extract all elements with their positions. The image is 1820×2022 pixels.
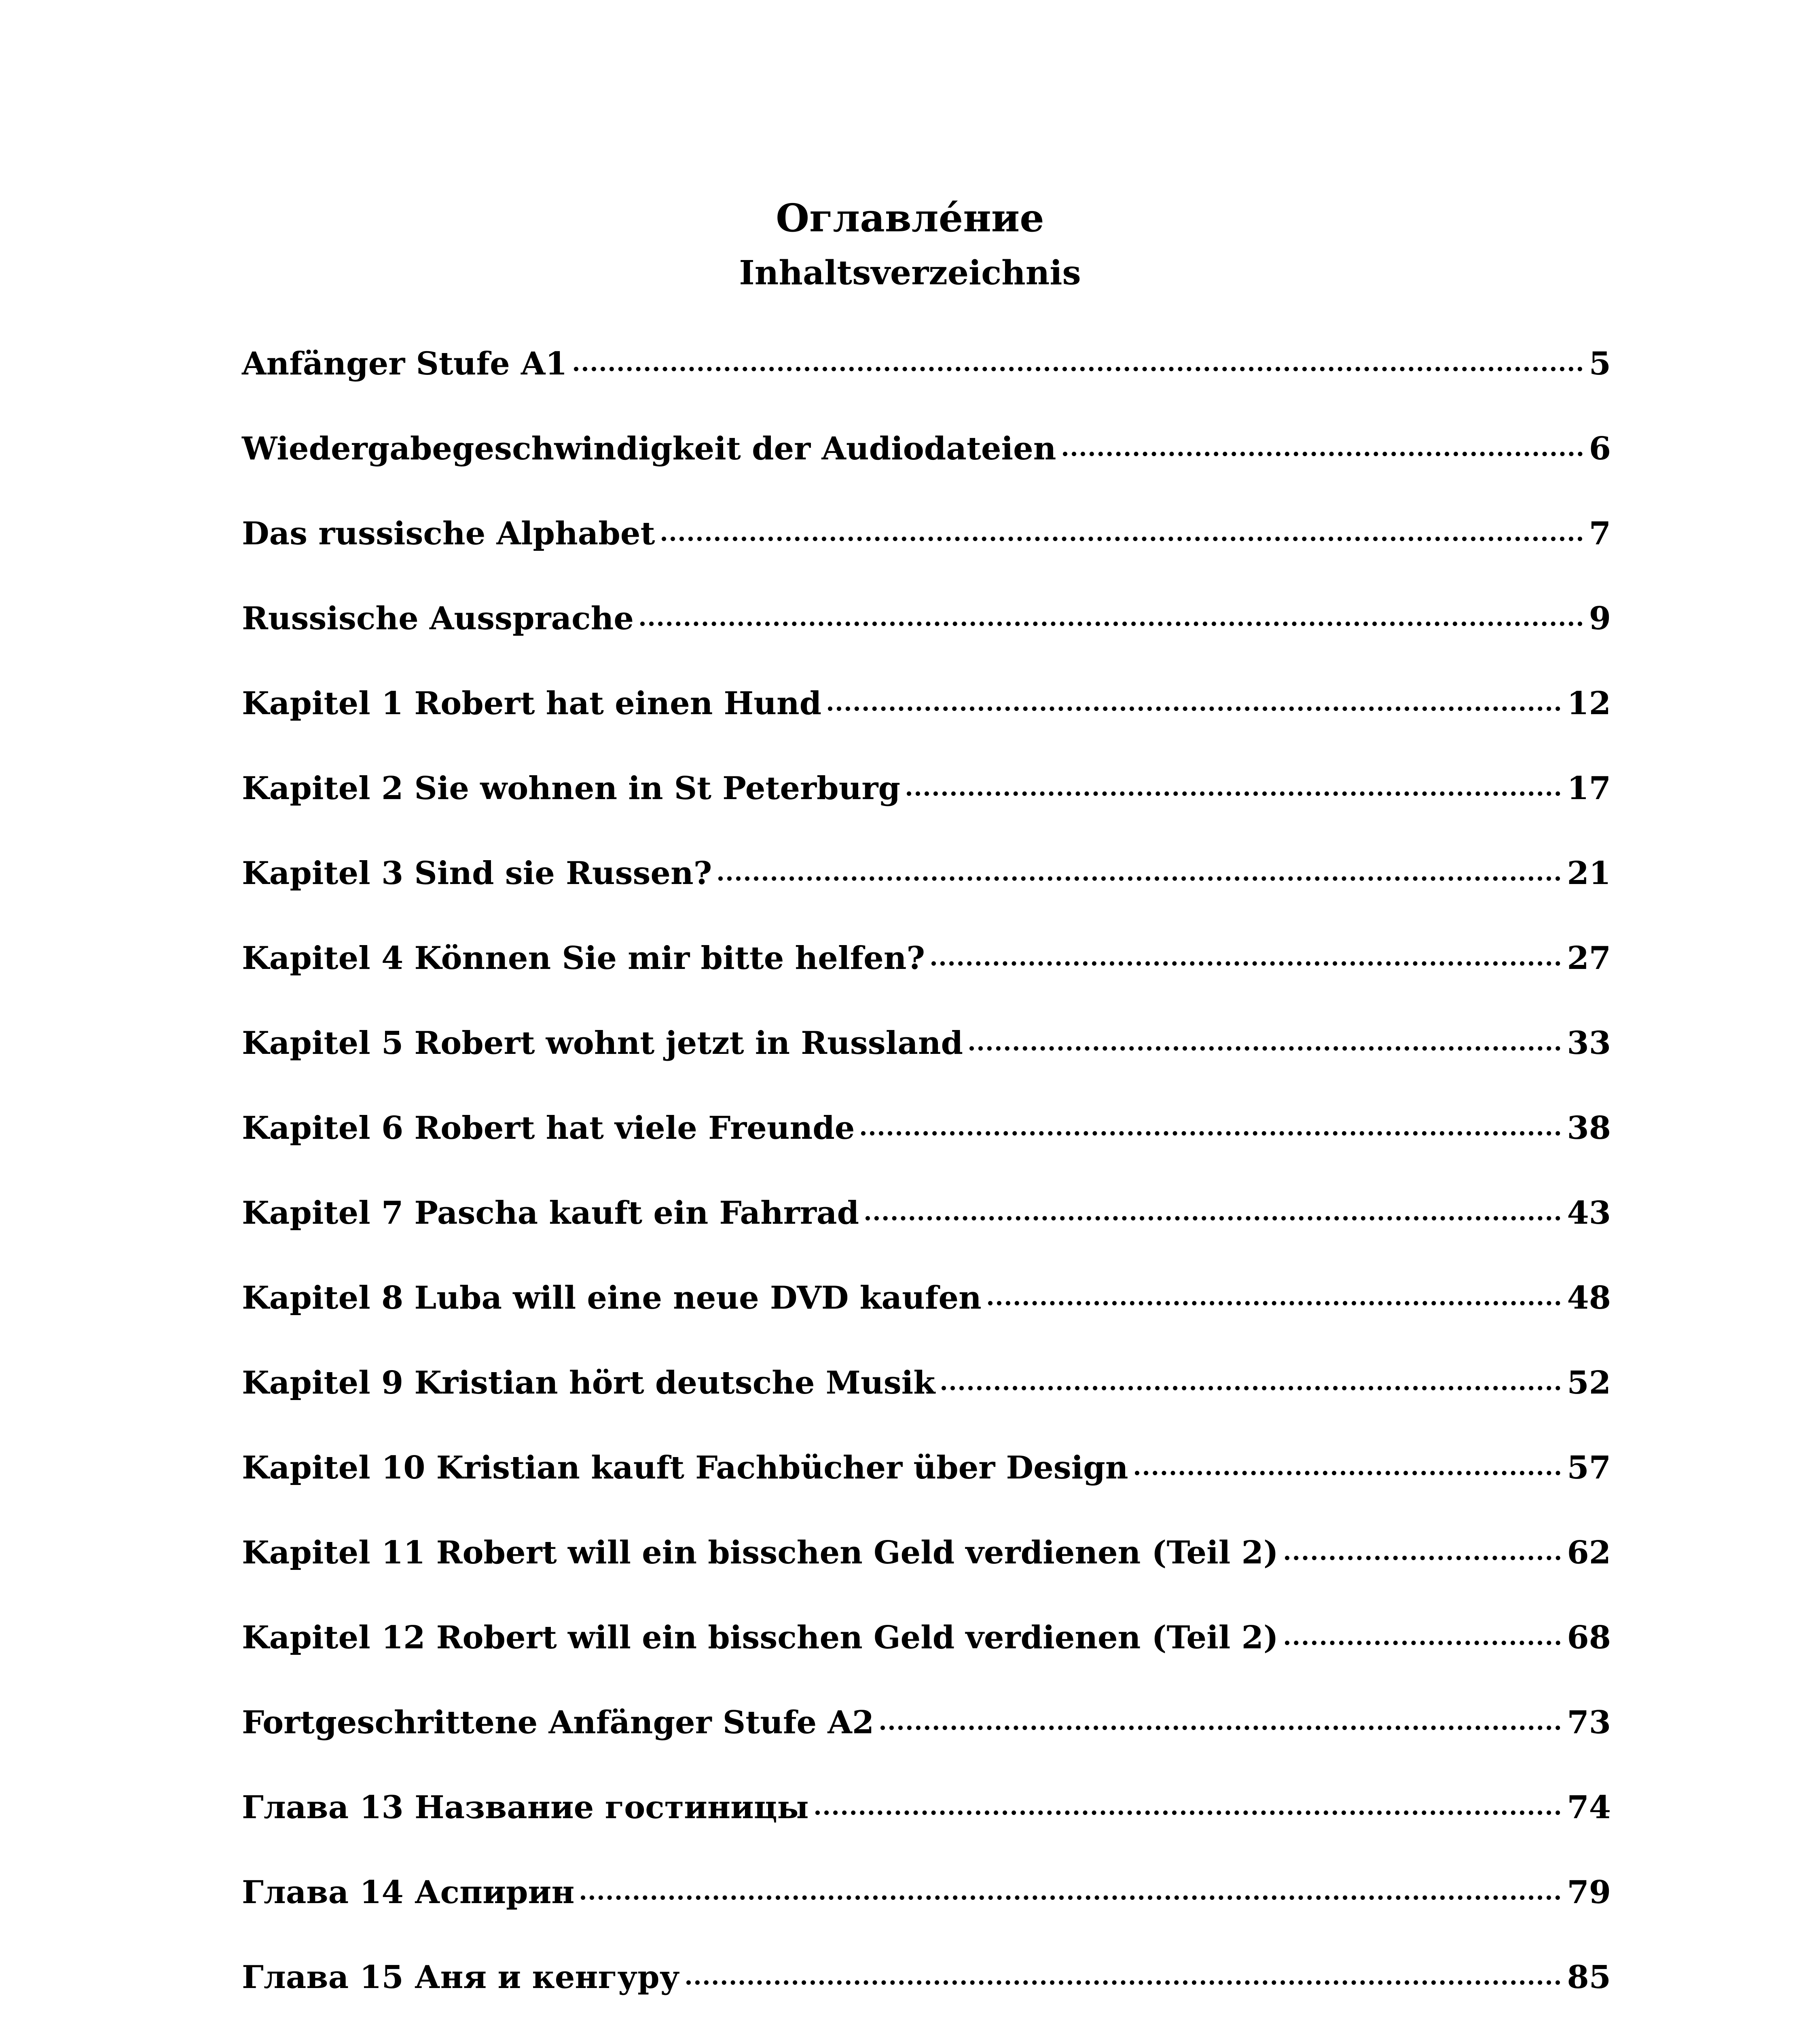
toc-entry[interactable] [242, 425, 1611, 510]
toc-dot-leader [907, 791, 1560, 796]
toc-entry-page: 48 [1567, 1280, 1611, 1316]
toc-dot-leader [866, 1216, 1560, 1220]
toc-entry-title: Глава 13 Название гостиницы [242, 1789, 809, 1826]
toc-entry-page: 9 [1589, 600, 1611, 637]
toc-entry-page: 43 [1567, 1195, 1611, 1231]
toc-dot-leader [574, 367, 1583, 371]
toc-entry-title: Kapitel 5 Robert wohnt jetzt in Russland [242, 1025, 963, 1062]
toc-entry-page: 85 [1567, 1959, 1611, 1996]
toc-entry-title: Das russische Alphabet [242, 515, 655, 552]
page-subtitle: Inhaltsverzeichnis [739, 254, 1081, 292]
toc-dot-leader [880, 1726, 1560, 1730]
toc-entry-title: Kapitel 8 Luba will eine neue DVD kaufen [242, 1280, 982, 1316]
toc-entry[interactable] [242, 1104, 1611, 1189]
toc-entry-page: 74 [1567, 1789, 1611, 1826]
toc-entry-page: 52 [1567, 1364, 1611, 1401]
toc-entry[interactable] [242, 340, 1611, 425]
toc-entry-title: Wiedergabegeschwindigkeit der Audiodateien [242, 430, 1056, 467]
toc-entry[interactable] [242, 1698, 1611, 1783]
toc-entry-title: Kapitel 7 Pascha kauft ein Fahrrad [242, 1195, 859, 1231]
toc-entry[interactable] [242, 764, 1611, 849]
toc-entry-title: Kapitel 3 Sind sie Russen? [242, 855, 712, 892]
toc-entry-title: Kapitel 9 Kristian hört deutsche Musik [242, 1364, 935, 1401]
toc-entry-page: 33 [1567, 1025, 1611, 1062]
toc-entry[interactable] [242, 594, 1611, 679]
toc-entry[interactable] [242, 1614, 1611, 1698]
toc-entry[interactable] [242, 1783, 1611, 1868]
page-title: Оглавле́ние [776, 196, 1044, 241]
toc-entry-title: Глава 15 Аня и кенгуру [242, 1959, 680, 1996]
toc-entry-title: Kapitel 4 Können Sie mir bitte helfen? [242, 940, 925, 977]
toc-entry-page: 62 [1567, 1534, 1611, 1571]
toc-dot-leader [988, 1301, 1561, 1305]
toc-entry-page: 57 [1567, 1449, 1611, 1486]
toc-entry-title: Fortgeschrittene Anfänger Stufe A2 [242, 1704, 874, 1741]
toc-dot-leader [1135, 1471, 1561, 1475]
toc-entry[interactable] [242, 1444, 1611, 1529]
toc-dot-leader [815, 1810, 1561, 1815]
toc-entry-page: 21 [1567, 855, 1611, 892]
toc-entry-page: 68 [1567, 1619, 1611, 1656]
toc-entry-page: 73 [1567, 1704, 1611, 1741]
toc-entry-title: Kapitel 12 Robert will ein bisschen Geld verdienen (Teil 2) [242, 1619, 1278, 1656]
toc-dot-leader [828, 706, 1560, 711]
toc-entry-title: Anfänger Stufe A1 [242, 345, 567, 382]
toc-entry[interactable] [242, 1274, 1611, 1359]
toc-dot-leader [1285, 1556, 1561, 1560]
toc-entry[interactable] [242, 1019, 1611, 1104]
toc-entry[interactable] [242, 934, 1611, 1019]
toc-entry[interactable] [242, 679, 1611, 764]
toc-entry-title: Kapitel 2 Sie wohnen in St Peterburg [242, 770, 901, 807]
toc-entry-page: 6 [1589, 430, 1611, 467]
toc-entry-page: 5 [1589, 345, 1611, 382]
toc-dot-leader [1285, 1641, 1561, 1645]
toc-entry-page: 7 [1589, 515, 1611, 552]
toc-entry-page: 38 [1567, 1110, 1611, 1146]
toc-entry-title: Kapitel 11 Robert will ein bisschen Geld verdienen (Teil 2) [242, 1534, 1278, 1571]
toc-dot-leader [640, 622, 1583, 626]
toc-entry-page: 79 [1567, 1874, 1611, 1911]
toc-entry-title: Kapitel 1 Robert hat einen Hund [242, 685, 822, 722]
toc-dot-leader [931, 961, 1560, 966]
toc-dot-leader [861, 1131, 1560, 1136]
toc-entry[interactable] [242, 1359, 1611, 1444]
toc-entry[interactable] [242, 1189, 1611, 1274]
toc-entry-page: 12 [1567, 685, 1611, 722]
toc-dot-leader [1063, 452, 1583, 456]
toc-entry-title: Kapitel 6 Robert hat viele Freunde [242, 1110, 855, 1146]
toc-entry-page: 17 [1567, 770, 1611, 807]
toc-dot-leader [942, 1386, 1560, 1390]
toc-entry[interactable] [242, 849, 1611, 934]
toc-dot-leader [686, 1980, 1561, 1985]
toc-dot-leader [718, 876, 1560, 881]
toc-entry[interactable] [242, 1953, 1611, 2022]
toc-dot-leader [662, 537, 1583, 541]
toc-dot-leader [969, 1046, 1560, 1051]
toc-entry-title: Kapitel 10 Kristian kauft Fachbücher über Design [242, 1449, 1128, 1486]
toc-entry-page: 27 [1567, 940, 1611, 977]
table-of-contents [242, 340, 1611, 2022]
toc-entry[interactable] [242, 1529, 1611, 1614]
toc-dot-leader [581, 1895, 1560, 1900]
toc-entry[interactable] [242, 510, 1611, 594]
toc-entry[interactable] [242, 1868, 1611, 1953]
toc-entry-title: Russische Aussprache [242, 600, 634, 637]
toc-entry-title: Глава 14 Аспирин [242, 1874, 575, 1911]
